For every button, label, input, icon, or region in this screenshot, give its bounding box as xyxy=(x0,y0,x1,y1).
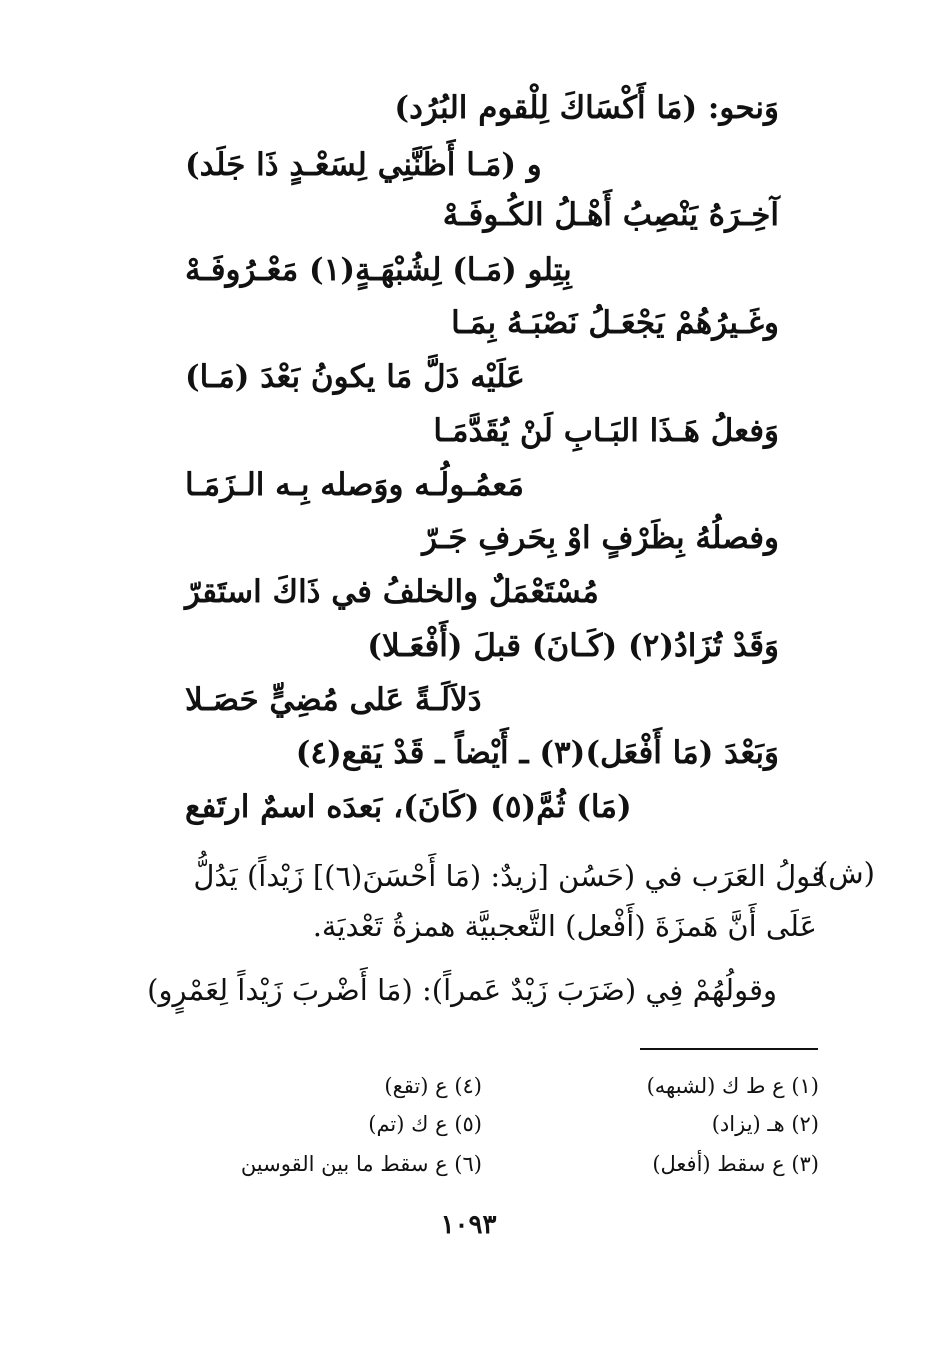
commentary-paragraph-line: وقولُهُمْ فِي (ضَرَبَ زَيْدٌ عَمراً): (مَا أَضْربَ زَيْداً لِعَمْرٍو) xyxy=(147,973,777,1007)
verse-line: وَبَعْدَ (مَا أَفْعَل)(٣) ـ أَيْضاً ـ قَدْ يَقع(٤) xyxy=(295,735,779,771)
commentary-paragraph-line: عَلَى أَنَّ هَمزَةَ (أَفْعل) التَّعجبيَّة همزةُ تَعْديَة. xyxy=(312,909,817,943)
commentary-paragraph-line: قولُ العَرَب في (حَسُن [زيدٌ: (مَا أَحْسَنَ(٦)] زَيْداً) يَدُلُّ xyxy=(193,859,825,893)
verse-line: آخِـرَهُ يَنْصِبُ أَهْـلُ الكُـوفَـهْ xyxy=(442,197,779,233)
verse-line: و (مَـا أَظَنَّنِي لِسَعْـدٍ ذَا جَلَد) xyxy=(185,147,542,183)
footnote-divider xyxy=(640,1048,818,1050)
footnote: (٦) ع سقط ما بين القوسين xyxy=(240,1152,482,1176)
footnote: (٢) هـ (يزاد) xyxy=(711,1112,819,1136)
verse-line: مَعمُـولُـه ووَصله بِـه الـزَمَـا xyxy=(185,467,524,503)
page-number: ١٠٩٣ xyxy=(440,1210,497,1240)
verse-line: وَنحو: (مَا أَكْسَاكَ لِلْقوم البُرُد) xyxy=(394,90,779,126)
footnote: (٣) ع سقط (أفعل) xyxy=(652,1152,819,1176)
footnote: (٤) ع (تقع) xyxy=(384,1074,482,1098)
verse-line: وفصلُهُ بِظَرْفٍ اوْ بِحَرفِ جَـرّ xyxy=(422,520,779,556)
commentary-label: (ش) xyxy=(816,856,875,890)
verse-line: وَفعلُ هَـذَا البَـابِ لَنْ يُقَدَّمَـا xyxy=(433,413,779,449)
verse-line: وغَـيرُهُمْ يَجْعَـلُ نَصْبَـهُ بِمَـا xyxy=(451,305,779,341)
verse-line: دَلاَلَـةً عَلى مُضِيٍّ حَصَـلا xyxy=(185,682,482,718)
verse-line: بِتِلو (مَـا) لِشُبْهَـةٍ(١) مَعْـرُوفَـهْ xyxy=(185,252,572,288)
verse-line: مُسْتَعْمَلٌ والخلفُ في ذَاكَ استَقرّ xyxy=(185,574,599,610)
footnote: (٥) ع ك (تم) xyxy=(368,1112,482,1136)
verse-line: (مَا) ثُمَّ(٥) (كَانَ)، بَعدَه اسمٌ ارتَفع xyxy=(185,789,632,825)
verse-line: وَقَدْ تُزَادُ(٢) (كَـانَ) قبلَ (أَفْعَـلا) xyxy=(367,628,779,664)
verse-line: عَلَيْه دَلَّ مَا يكونُ بَعْدَ (مَـا) xyxy=(185,359,525,395)
footnote: (١) ع ط ك (لشبهه) xyxy=(646,1074,819,1098)
